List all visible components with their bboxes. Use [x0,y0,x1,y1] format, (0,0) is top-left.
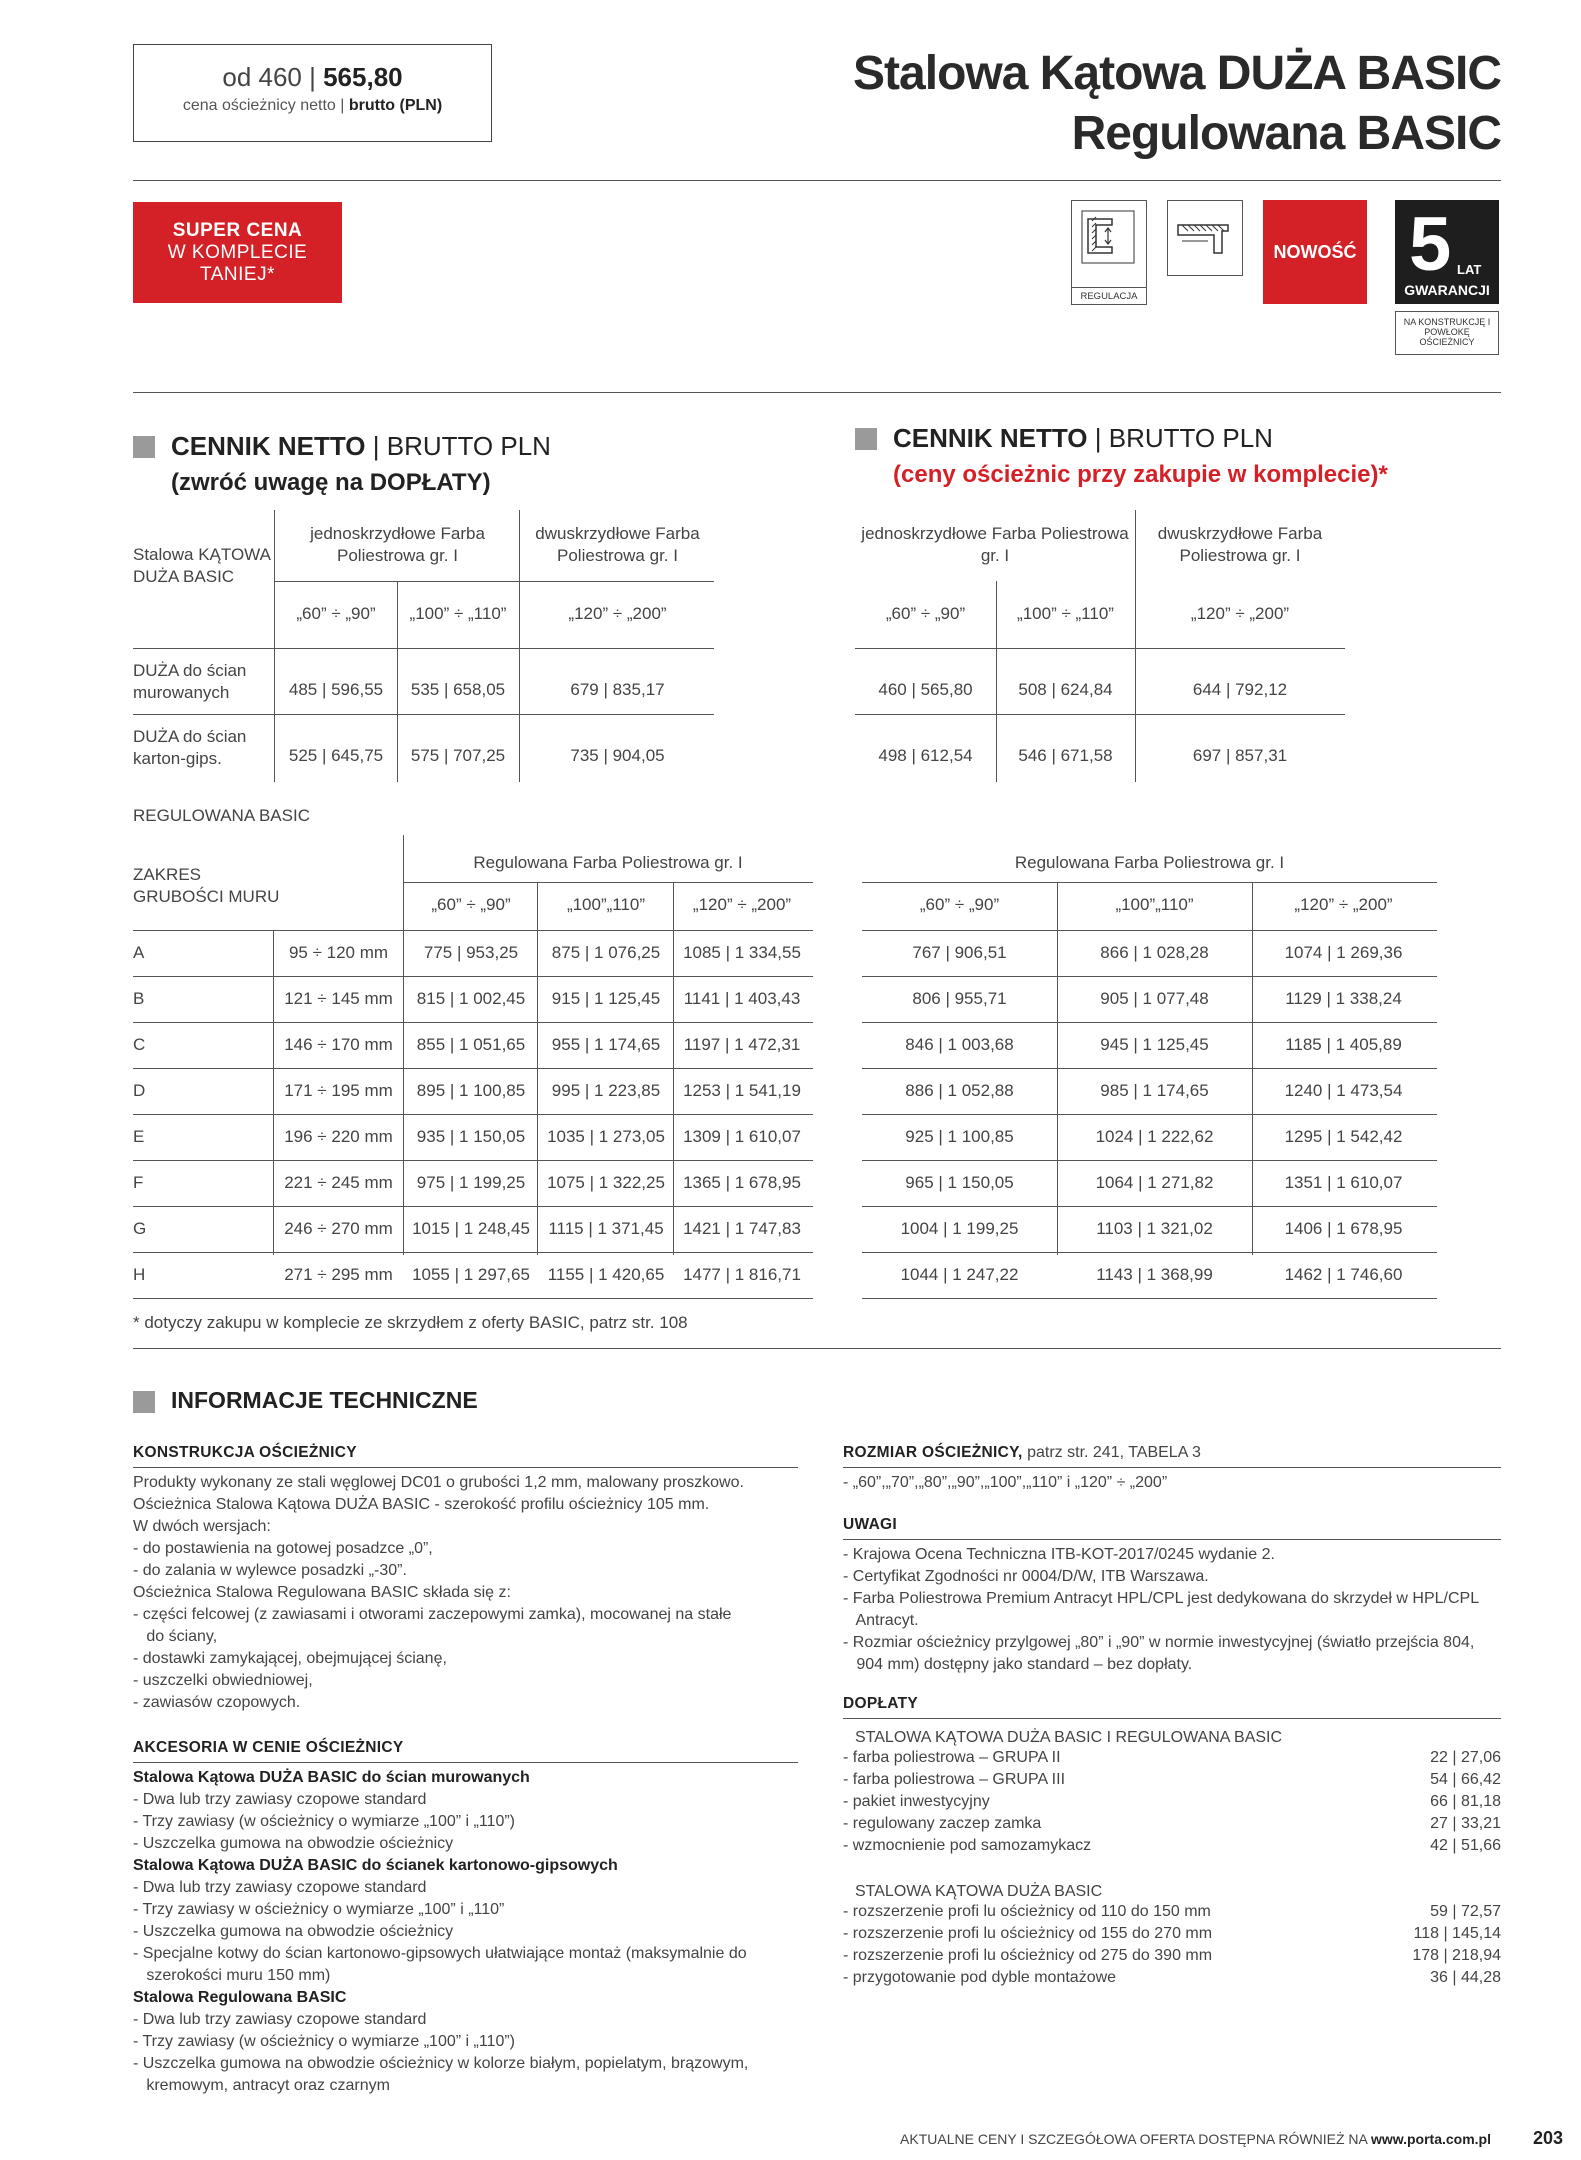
reg-row-code: G [133,1219,147,1238]
price-cell: 1185 | 1 405,89 [1285,1035,1402,1054]
doplata-value: 178 | 218,94 [1412,1947,1501,1964]
katowa-row-label: DUŻA do ścian karton-gips. [133,727,247,768]
reg-group-right: Regulowana Farba Poliestrowa gr. I [1014,853,1285,872]
zakres-label: ZAKRES GRUBOŚCI MURU [133,865,280,906]
price-cell: 1351 | 1 610,07 [1284,1173,1403,1192]
konstrukcja-line: Ościeżnica Stalowa Kątowa DUŻA BASIC - szerokość profilu ościeżnicy 105 mm. [133,1496,710,1513]
konstrukcja-line: - do zalania w wylewce posadzki „-30”. [133,1562,407,1579]
cennik-right-title [893,423,1273,454]
katowa-group-right-2: dwuskrzydłowe Farba Poliestrowa gr. I [1157,524,1323,565]
cennik-left-subtitle: (zwróć uwagę na DOPŁATY) [171,469,491,496]
konstrukcja-line: - do postawienia na gotowej posadzce „0”, [133,1540,433,1557]
price-cell: 875 | 1 076,25 [551,943,661,962]
reg-left-subheader-rule [403,882,813,883]
rozmiar-heading [843,1444,1201,1462]
super-line-3: TANIEJ* [200,264,275,285]
uwagi-text [843,1544,1479,1676]
rozmiar-rule [843,1467,1501,1468]
page-title [853,44,1501,164]
cennik-left-bold: CENNIK NETTO [171,431,366,461]
price-cell: 1421 | 1 747,83 [683,1219,801,1238]
reg-left-row-rule [133,1206,813,1207]
price-cell: 1074 | 1 269,36 [1284,943,1403,962]
price-cell: 508 | 624,84 [1018,680,1113,699]
doplata-row [843,1903,1501,1925]
reg-left-row-rule [133,1114,813,1115]
reg-row-range: 196 ÷ 220 mm [284,1127,393,1146]
doplata-label: - wzmocnienie pod samozamykacz [843,1837,1092,1854]
footnote: * dotyczy zakupu w komplecie ze skrzydłem z oferty BASIC, patrz str. 108 [133,1313,688,1332]
price-cell: 925 | 1 100,85 [905,1127,1014,1146]
doplata-value: 54 | 66,42 [1430,1771,1501,1788]
price-cell: 915 | 1 125,45 [551,989,661,1008]
reg-size-header: „60” ÷ „90” [919,895,1000,914]
tech-heading: INFORMACJE TECHNICZNE [171,1387,478,1413]
price-cell: 806 | 955,71 [912,989,1007,1008]
reg-row-code: E [133,1127,145,1146]
price-cell: 485 | 596,55 [288,680,384,699]
akcesoria-subheading: Stalowa Kątowa DUŻA BASIC do ścianek kartonowo-gipsowych [133,1857,618,1874]
doplata-row [843,1947,1501,1969]
reg-right-row-rule [862,1252,1437,1253]
konstrukcja-line: - dostawki zamykającej, obejmującej ścianę, [133,1650,447,1667]
doplata-value: 118 | 145,14 [1413,1925,1501,1942]
katowa-left-row-rule [133,714,714,715]
price-cell: 1015 | 1 248,45 [412,1219,530,1238]
page-number: 203 [1532,2128,1563,2148]
regulowana-label: REGULOWANA BASIC [133,806,310,825]
akcesoria-rule [133,1762,798,1763]
uwagi-line: - Farba Poliestrowa Premium Antracyt HPL/CPL jest dedykowana do skrzydeł w HPL/CPL [843,1590,1480,1607]
doplata-label: - rozszerzenie profi lu ościeżnicy od 110 do 150 mm [843,1903,1211,1920]
katowa-size-header: „60” ÷ „90” [885,604,966,623]
price-cell: 1064 | 1 271,82 [1095,1173,1214,1192]
doplata-value: 22 | 27,06 [1430,1749,1501,1766]
akcesoria-line: - Trzy zawiasy w ościeżnicy o wymiarze „100” i „110” [133,1901,505,1918]
uwagi-line: - Rozmiar ościeżnicy przylgowej „80” i „90” w normie inwestycyjnej (światło przejścia 804, [843,1634,1475,1651]
uwagi-line: 904 mm) dostępny jako standard – bez dopłaty. [843,1656,1193,1673]
doplata-label: - farba poliestrowa – GRUPA III [843,1771,1066,1788]
price-cell: 1035 | 1 273,05 [547,1127,665,1146]
doplata-row [843,1815,1501,1837]
super-line-2: W KOMPLECIE [167,242,308,263]
price-cell: 1309 | 1 610,07 [683,1127,801,1146]
warranty-badge [1395,200,1499,304]
cennik-right-subtitle: (ceny ościeżnic przy zakupie w komplecie)* [893,461,1388,488]
frame-adjust-icon [1072,201,1145,273]
konstrukcja-line: W dwóch wersjach: [133,1518,271,1535]
doplaty-rule [843,1718,1501,1719]
doplata-row [843,1837,1501,1859]
price-cell: 1129 | 1 338,24 [1285,989,1402,1008]
akcesoria-line: - Uszczelka gumowa na obwodzie ościeżnicy [133,1835,454,1852]
price-cell: 905 | 1 077,48 [1100,989,1209,1008]
cennik-left-title [171,431,551,462]
reg-row-range: 271 ÷ 295 mm [284,1265,393,1284]
doplata-row [843,1793,1501,1815]
reg-left-row-rule [133,1298,813,1299]
nowosc-badge: NOWOŚĆ [1263,200,1367,304]
price-cell: 886 | 1 052,88 [905,1081,1014,1100]
price-cell: 767 | 906,51 [912,943,1007,962]
price-cell: 1044 | 1 247,22 [900,1265,1019,1284]
regulacja-badge [1071,200,1147,305]
reg-right-row-rule [862,930,1437,931]
price-cell: 498 | 612,54 [878,746,973,765]
title-line-2: Regulowana BASIC [1071,107,1501,160]
reg-row-range: 171 ÷ 195 mm [284,1081,393,1100]
section-square-icon [133,436,155,458]
price-cell: 815 | 1 002,45 [416,989,526,1008]
reg-right-row-rule [862,1114,1437,1115]
katowa-size-header: „120” ÷ „200” [568,604,667,623]
reg-left-row-rule [133,1022,813,1023]
price-cell: 644 | 792,12 [1192,680,1288,699]
akcesoria-title: AKCESORIA W CENIE OŚCIEŻNICY [133,1739,404,1756]
reg-row-code: B [133,989,145,1008]
price-cell: 1240 | 1 473,54 [1284,1081,1403,1100]
rozmiar-ref: patrz str. 241, TABELA 3 [1027,1444,1201,1461]
price-cell: 1004 | 1 199,25 [900,1219,1019,1238]
reg-right-row-rule [862,1298,1437,1299]
reg-right-row-rule [862,976,1437,977]
price-cell: 1103 | 1 321,02 [1096,1219,1213,1238]
price-cell: 1406 | 1 678,95 [1284,1219,1403,1238]
doplata-value: 42 | 51,66 [1430,1837,1501,1854]
uwagi-line: - Certyfikat Zgodności nr 0004/D/W, ITB Warszawa. [843,1568,1209,1585]
reg-row-range: 95 ÷ 120 mm [288,943,389,962]
doplata-label: - regulowany zaczep zamka [843,1815,1042,1832]
doplata-value: 59 | 72,57 [1430,1903,1501,1920]
akcesoria-line: - Dwa lub trzy zawiasy czopowe standard [133,2011,427,2028]
reg-size-header: „60” ÷ „90” [431,895,511,914]
reg-right-row-rule [862,1068,1437,1069]
reg-left-row-rule [133,1252,813,1253]
price-cell: 855 | 1 051,65 [416,1035,526,1054]
katowa-left-subheader-rule [274,581,714,582]
price-cell: 975 | 1 199,25 [416,1173,526,1192]
konstrukcja-line: Ościeżnica Stalowa Regulowana BASIC składa się z: [133,1584,511,1601]
price-cell: 1477 | 1 816,71 [683,1265,801,1284]
doplata-label: - rozszerzenie profi lu ościeżnicy od 155 do 270 mm [843,1925,1213,1942]
katowa-left-vline [274,510,275,782]
rozmiar-title: ROZMIAR OŚCIEŻNICY, [843,1444,1023,1461]
reg-row-code: D [133,1081,146,1100]
konstrukcja-rule [133,1467,798,1468]
price-cell: 1115 | 1 371,45 [548,1219,664,1238]
reg-right-row-rule [862,1022,1437,1023]
section-divider [133,392,1501,393]
konstrukcja-line: - uszczelki obwiedniowej, [133,1672,313,1689]
doplata-label: - rozszerzenie profi lu ościeżnicy od 275 do 390 mm [843,1947,1213,1964]
katowa-left-header-rule [133,648,714,649]
doplata-row [843,1771,1501,1793]
price-cell: 1253 | 1 541,19 [683,1081,801,1100]
katowa-size-header: „60” ÷ „90” [296,604,376,623]
price-cell: 935 | 1 150,05 [416,1127,526,1146]
reg-left-row-rule [133,1068,813,1069]
reg-row-code: A [133,943,145,962]
price-cell: 1365 | 1 678,95 [683,1173,801,1192]
katowa-size-header: „120” ÷ „200” [1190,604,1290,623]
doplata-row [843,1969,1501,1991]
price-cell: 1143 | 1 368,99 [1096,1265,1213,1284]
doplata-label: - pakiet inwestycyjny [843,1793,990,1810]
reg-group-left: Regulowana Farba Poliestrowa gr. I [473,853,743,872]
doplaty-group-1: STALOWA KĄTOWA DUŻA BASIC I REGULOWANA BASIC [855,1729,1283,1746]
reg-size-header: „100”„110” [566,895,646,914]
price-cell: 895 | 1 100,85 [416,1081,526,1100]
price-cell: 945 | 1 125,45 [1100,1035,1209,1054]
price-cell: 1024 | 1 222,62 [1095,1127,1214,1146]
price-cell: 985 | 1 174,65 [1100,1081,1209,1100]
title-line-1: Stalowa Kątowa DUŻA BASIC [853,47,1501,100]
price-cell: 1075 | 1 322,25 [547,1173,665,1192]
price-caption-brutto: brutto (PLN) [348,97,443,114]
reg-row-range: 221 ÷ 245 mm [284,1173,393,1192]
price-cell: 460 | 565,80 [878,680,973,699]
header-divider [133,180,1501,181]
warranty-lat: LAT [1457,262,1482,277]
price-cell: 866 | 1 028,28 [1100,943,1209,962]
reg-left-row-rule [133,930,813,931]
doplata-value: 36 | 44,28 [1430,1969,1501,1986]
akcesoria-line: szerokości muru 150 mm) [133,1967,331,1984]
doplata-row [843,1749,1501,1771]
reg-size-header: „100”„110” [1115,895,1194,914]
price-cell: 995 | 1 223,85 [551,1081,661,1100]
katowa-right-header-rule [855,648,1345,649]
akcesoria-line: kremowym, antracyt oraz czarnym [133,2077,390,2094]
akcesoria-line: - Trzy zawiasy (w ościeżnicy o wymiarze „100” i „110”) [133,1813,516,1830]
footer-url[interactable]: www.porta.com.pl [1370,2131,1491,2147]
price-cell: 1141 | 1 403,43 [683,989,801,1008]
price-cell: 846 | 1 003,68 [905,1035,1014,1054]
profile-badge [1167,200,1243,276]
section-divider [133,1348,1501,1349]
uwagi-title: UWAGI [843,1516,898,1533]
katowa-row-label: Stalowa KĄTOWA DUŻA BASIC [133,545,270,586]
footer-note [900,2131,1491,2147]
reg-right-row-rule [862,1206,1437,1207]
super-line-1: SUPER CENA [172,220,303,241]
price-cell: 697 | 857,31 [1192,746,1288,765]
price-cell: 735 | 904,05 [570,746,665,765]
doplata-value: 66 | 81,18 [1430,1793,1501,1810]
katowa-right-row-rule [855,714,1345,715]
price-brutto: 565,80 [323,62,403,92]
price-from: od 460 [222,62,302,92]
doplaty-group-2: STALOWA KĄTOWA DUŻA BASIC [855,1883,1103,1900]
rozmiar-line: - „60”,„70”,„80”,„90”,„100”,„110” i „120” ÷ „200” [843,1474,1168,1491]
price-cell: 1295 | 1 542,42 [1284,1127,1403,1146]
uwagi-line: - Krajowa Ocena Techniczna ITB-KOT-2017/0245 wydanie 2. [843,1546,1275,1563]
uwagi-line: Antracyt. [843,1612,919,1629]
price-cell: 546 | 671,58 [1018,746,1113,765]
reg-size-header: „120” ÷ „200” [692,895,792,914]
warranty-years: 5 [1409,202,1452,287]
konstrukcja-text [133,1472,813,1714]
katowa-group-left-1: jednoskrzydłowe Farba Poliestrowa gr. I [310,524,485,565]
price-cell: 1155 | 1 420,65 [547,1265,665,1284]
reg-row-code: H [133,1265,146,1284]
price-cell: 965 | 1 150,05 [905,1173,1014,1192]
cennik-right-rest: | BRUTTO PLN [1094,423,1273,453]
price-cell: 1462 | 1 746,60 [1284,1265,1403,1284]
reg-row-range: 121 ÷ 145 mm [284,989,393,1008]
reg-left-row-rule [133,1160,813,1161]
price-main: od 460 | 565,80 [222,62,403,92]
reg-row-code: C [133,1035,146,1054]
akcesoria-line: - Uszczelka gumowa na obwodzie ościeżnicy [133,1923,454,1940]
katowa-size-header: „100” ÷ „110” [1017,604,1114,623]
price-cell: 1197 | 1 472,31 [683,1035,801,1054]
konstrukcja-line: Produkty wykonany ze stali węglowej DC01 o grubości 1,2 mm, malowany proszkowo. [133,1474,744,1491]
doplata-label: - przygotowanie pod dyble montażowe [843,1969,1117,1986]
reg-row-range: 246 ÷ 270 mm [284,1219,393,1238]
akcesoria-subheading: Stalowa Kątowa DUŻA BASIC do ścian murowanych [133,1769,530,1786]
katowa-size-header: „100” ÷ „110” [409,604,507,623]
uwagi-rule [843,1539,1501,1540]
regulacja-label: REGULACJA [1072,287,1146,302]
katowa-left-group-vline [519,510,520,648]
akcesoria-line: - Dwa lub trzy zawiasy czopowe standard [133,1879,427,1896]
konstrukcja-title: KONSTRUKCJA OŚCIEŻNICY [133,1444,357,1461]
akcesoria-line: - Uszczelka gumowa na obwodzie ościeżnicy w kolorze białym, popielatym, brązowym, [133,2055,749,2072]
reg-row-range: 146 ÷ 170 mm [284,1035,393,1054]
reg-right-subheader-rule [862,882,1437,883]
cennik-right-bold: CENNIK NETTO [893,423,1088,453]
price-cell: 679 | 835,17 [570,680,665,699]
price-caption: cena ościeżnicy netto | brutto (PLN) [182,97,443,114]
price-cell: 535 | 658,05 [410,680,506,699]
akcesoria-line: - Dwa lub trzy zawiasy czopowe standard [133,1791,427,1808]
reg-right-row-rule [862,1160,1437,1161]
katowa-row-label: DUŻA do ścian murowanych [133,661,247,702]
konstrukcja-line: - zawiasów czopowych. [133,1694,301,1711]
section-square-icon [855,428,877,450]
door-profile-icon [1168,201,1241,274]
price-cell: 955 | 1 174,65 [551,1035,661,1054]
super-cena-badge [133,202,342,303]
price-caption-netto: cena ościeżnicy netto [182,97,336,114]
warranty-note: NA KONSTRUKCJĘ I POWŁOKĘ OŚCIEŻNICY [1395,311,1499,355]
doplata-label: - farba poliestrowa – GRUPA II [843,1749,1061,1766]
reg-size-header: „120” ÷ „200” [1294,895,1393,914]
reg-left-row-rule [133,976,813,977]
konstrukcja-line: do ściany, [133,1628,218,1645]
price-cell: 775 | 953,25 [423,943,519,962]
doplata-row [843,1925,1501,1947]
akcesoria-text [133,1767,813,2097]
price-cell: 525 | 645,75 [288,746,384,765]
cennik-left-rest: | BRUTTO PLN [372,431,551,461]
doplaty-title: DOPŁATY [843,1695,919,1712]
reg-row-code: F [133,1173,144,1192]
konstrukcja-line: - części felcowej (z zawiasami i otworami zaczepowymi zamka), mocowanej na stałe [133,1606,732,1623]
warranty-label: GWARANCJI [1404,282,1490,298]
section-square-icon [133,1391,155,1413]
price-box [133,44,492,142]
akcesoria-subheading: Stalowa Regulowana BASIC [133,1989,347,2006]
katowa-group-right-1: jednoskrzydłowe Farba Poliestrowa gr. I [861,524,1129,565]
price-cell: 1055 | 1 297,65 [412,1265,530,1284]
akcesoria-line: - Trzy zawiasy (w ościeżnicy o wymiarze „100” i „110”) [133,2033,516,2050]
doplata-value: 27 | 33,21 [1430,1815,1501,1832]
akcesoria-line: - Specjalne kotwy do ścian kartonowo-gipsowych ułatwiające montaż (maksymalnie do [133,1945,747,1962]
price-cell: 575 | 707,25 [410,746,506,765]
footer-text: AKTUALNE CENY I SZCZEGÓŁOWA OFERTA DOSTĘPNA RÓWNIEŻ NA [900,2131,1368,2147]
katowa-group-left-2: dwuskrzydłowe Farba Poliestrowa gr. I [535,524,700,565]
price-cell: 1085 | 1 334,55 [683,943,801,962]
